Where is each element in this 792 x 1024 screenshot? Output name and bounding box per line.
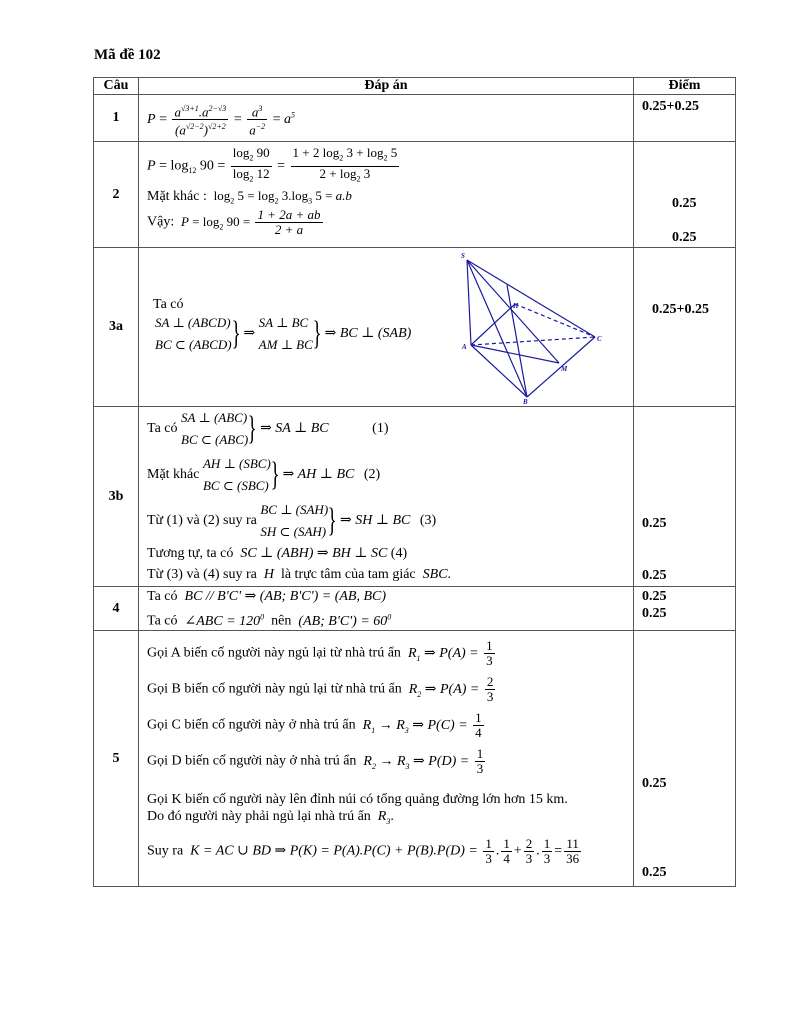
header-cau: Câu	[94, 78, 139, 95]
points-value: 0.25	[642, 776, 667, 791]
label-text: (3)	[419, 513, 437, 529]
points-value: 0.25+0.25	[642, 99, 699, 114]
line-5-b: Gọi B biến cố người này ngủ lại từ nhà trú ẩn $R_2$ ⇒ P(A) = $\frac{2}{3}$	[147, 674, 494, 704]
points-cell	[634, 587, 736, 631]
formula-2a: $P = \log_{12} 90$ = $\frac{\log_2 90}{\log_2 12}$ = $\frac{1 + 2 \log_2 3 + \log_2 5}{2 + \log_2 3}$	[147, 145, 398, 184]
line-5-k: Gọi K biến cố người này lên đỉnh núi có tổng quảng đường lớn hơn 15 km.	[147, 792, 568, 807]
table-row	[94, 587, 736, 631]
label-text: Do đó người này phải ngủ lại nhà trú ẩn	[147, 809, 371, 824]
points-value: 0.25+0.25	[652, 302, 709, 317]
table-header-row	[94, 78, 736, 95]
points-cell	[634, 142, 736, 248]
line-5-d: Gọi D biến cố người này ở nhà trú ẩn $R_2 \to R_3$ ⇒ P(D) = $\frac{1}{3}$	[147, 746, 484, 776]
answer-cell	[139, 248, 634, 407]
points-value: 0.25	[642, 865, 667, 880]
answer-cell	[139, 95, 634, 142]
points-cell	[634, 631, 736, 887]
points-value: 0.25	[642, 589, 667, 604]
formula-3a: SA ⊥ (ABCD) BC ⊂ (ABCD) } ⇒ SA ⊥ BC AM ⊥ BC } ⇒ BC ⊥ (SAB)	[155, 315, 412, 352]
label-text: Từ (1) và (2) suy ra	[147, 513, 257, 529]
table-row	[94, 407, 736, 587]
line-3b-1: Ta có SA ⊥ (ABC) BC ⊂ (ABC) } ⇒ SA ⊥ BC (1)	[147, 410, 389, 447]
label-text: Ta có	[147, 589, 178, 604]
vertex-label-a: A	[462, 343, 467, 351]
label-text: Gọi A biến cố người này ngủ lại từ nhà trú ẩn	[147, 645, 401, 661]
points-value: 0.25	[642, 568, 667, 583]
table-row	[94, 142, 736, 248]
label-text: Gọi C biến cố người này ở nhà trú ẩn	[147, 717, 356, 733]
line-3b-2: Mặt khác AH ⊥ (SBC) BC ⊂ (SBC) } ⇒ AH ⊥ BC (2)	[147, 456, 381, 493]
table-row	[94, 95, 736, 142]
question-number: 1	[94, 95, 139, 142]
points-value: 0.25	[642, 606, 667, 621]
line-mat-khac: Mặt khác : $\log_2 5 = \log_2 3.\log_3$ 5 = a.b	[147, 188, 352, 206]
vertex-label-h: H	[513, 302, 519, 310]
points-cell	[634, 95, 736, 142]
table-row	[94, 631, 736, 887]
line-5-a: Gọi A biến cố người này ngủ lại từ nhà trú ẩn $R_1$ ⇒ P(A) = $\frac{1}{3}$	[147, 638, 493, 668]
label-text: Tương tự, ta có	[147, 546, 234, 561]
line-5-suy-ra: Suy ra K = AC ∪ BD ⇒ P(K) = P(A).P(C) + P(B).P(D) = $\frac{1}{3}$ . $\frac{1}{4}$ + $\frac{2}{3}$ . $\frac{1}{3}$ = $\frac{11}{36}$	[147, 836, 580, 866]
answer-cell	[139, 142, 634, 248]
header-dap-an: Đáp án	[139, 78, 634, 95]
label-text: Ta có	[147, 421, 178, 437]
label-text: Gọi B biến cố người này ngủ lại từ nhà trú ẩn	[147, 681, 402, 697]
line-5-c: Gọi C biến cố người này ở nhà trú ẩn $R_1 \to R_3$ ⇒ P(C) = $\frac{1}{4}$	[147, 710, 482, 740]
table-row	[94, 248, 736, 407]
exam-code-title: Mã đề 102	[94, 47, 161, 63]
answer-cell	[139, 587, 634, 631]
question-number: 3a	[94, 248, 139, 407]
label-text: là trực tâm của tam giác	[280, 567, 416, 582]
question-number: 4	[94, 587, 139, 631]
line-3b-5: Từ (3) và (4) suy ra H là trực tâm của tam giác SBC.	[147, 567, 452, 582]
label-text: Ta có	[147, 613, 178, 629]
label-text: Từ (3) và (4) suy ra	[147, 567, 257, 582]
formula-1: P = $\frac{a^{√3+1}.a^{2-√3}}{(a^{√2-2})^{√2+2}}$ = $\frac{a^3}{a^{-2}}$ = $a^5$	[147, 104, 296, 138]
question-number: 2	[94, 142, 139, 248]
label-text: (4)	[390, 546, 408, 561]
label-text: (1)	[372, 421, 389, 437]
line-3b-4: Tương tự, ta có SC ⊥ (ABH) ⇒ BH ⊥ SC (4)	[147, 546, 408, 561]
line-ta-co: Ta có	[153, 297, 184, 312]
answer-cell	[139, 631, 634, 887]
points-value: 0.25	[672, 230, 697, 245]
line-4-1: Ta có BC // B'C' ⇒ (AB; B'C') = (AB, BC)	[147, 589, 387, 604]
points-cell	[634, 407, 736, 587]
vertex-label-c: C	[597, 335, 602, 343]
answer-table	[93, 77, 736, 887]
vertex-label-s: S	[461, 252, 465, 260]
vertex-label-b: B	[523, 398, 528, 405]
label-text: Suy ra	[147, 843, 184, 859]
header-diem: Điểm	[634, 78, 736, 95]
label-text: (2)	[363, 467, 381, 483]
label-text: Vậy:	[147, 214, 175, 230]
line-vay: Vậy: $P = \log_2 90$ = $\frac{1 + 2a + ab}{2 + a}$	[147, 207, 321, 237]
label-text: Mặt khác :	[147, 189, 207, 204]
label-text: Mặt khác	[147, 467, 200, 483]
pyramid-figure	[457, 250, 607, 405]
question-number: 5	[94, 631, 139, 887]
answer-cell	[139, 407, 634, 587]
label-text: .	[447, 567, 452, 582]
label-text: nên	[271, 613, 292, 629]
points-value: 0.25	[642, 516, 667, 531]
line-5-do-do: Do đó người này phải ngủ lại nhà trú ẩn $R_3$.	[147, 809, 394, 826]
label-text: Gọi D biến cố người này ở nhà trú ẩn	[147, 753, 357, 769]
vertex-label-m: M	[561, 365, 568, 373]
points-cell	[634, 248, 736, 407]
line-3b-3: Từ (1) và (2) suy ra BC ⊥ (SAH) SH ⊂ (SAH) } ⇒ SH ⊥ BC (3)	[147, 502, 437, 539]
line-4-2: Ta có ∠ABC = $120^0$ nên (AB; $B'C') = 60^0$	[147, 612, 392, 629]
question-number: 3b	[94, 407, 139, 587]
points-value: 0.25	[672, 196, 697, 211]
